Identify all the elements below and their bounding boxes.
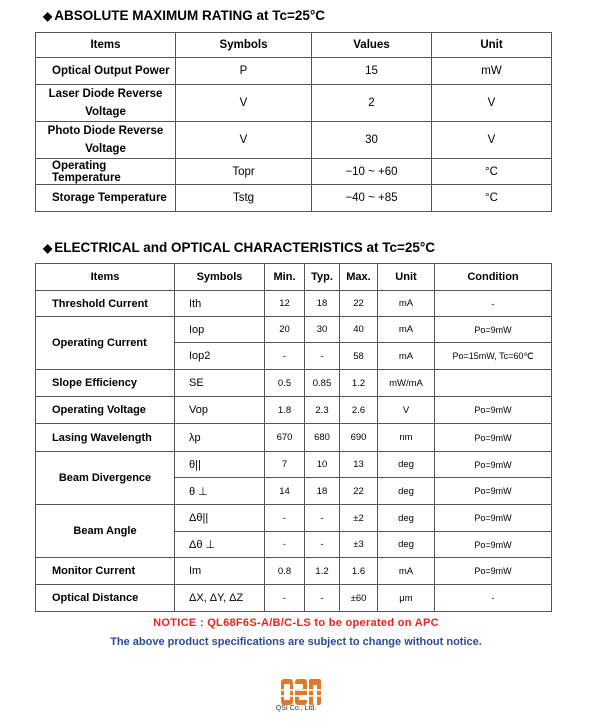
row-item: Operating Temperature	[36, 159, 176, 185]
row-condition: Po=9mW	[435, 478, 552, 505]
row-symbol: P	[176, 58, 312, 85]
row-symbol: SE	[175, 370, 265, 397]
row-unit: V	[432, 122, 552, 159]
row-typ: -	[305, 343, 340, 370]
row-item: Storage Temperature	[36, 185, 176, 212]
row-symbol: Tstg	[176, 185, 312, 212]
header-symbols: Symbols	[175, 264, 265, 291]
row-typ: 18	[305, 478, 340, 505]
row-item: Lasing Wavelength	[36, 424, 175, 452]
row-symbol: Δθ ⊥	[175, 532, 265, 558]
row-condition: Po=15mW, Tc=60℃	[435, 343, 552, 370]
row-symbol: ΔX, ΔY, ΔZ	[175, 585, 265, 612]
row-condition: -	[435, 291, 552, 317]
electrical-optical-table	[35, 263, 552, 612]
table-row	[36, 58, 552, 85]
table-row	[36, 159, 552, 185]
table-row	[36, 397, 552, 424]
row-max: ±60	[340, 585, 378, 612]
table-row	[36, 558, 552, 585]
row-condition: Po=9mW	[435, 532, 552, 558]
row-max: 13	[340, 452, 378, 478]
row-typ: -	[305, 585, 340, 612]
row-min: 0.8	[265, 558, 305, 585]
row-typ: 680	[305, 424, 340, 452]
row-unit: deg	[378, 478, 435, 505]
row-min: 14	[265, 478, 305, 505]
row-min: -	[265, 532, 305, 558]
row-unit: nm	[378, 424, 435, 452]
row-symbol: Im	[175, 558, 265, 585]
row-typ: -	[305, 505, 340, 532]
row-min: 7	[265, 452, 305, 478]
table-row	[36, 291, 552, 317]
row-unit: V	[432, 85, 552, 122]
row-value: 2	[312, 85, 432, 122]
row-condition: Po=9mW	[435, 505, 552, 532]
row-max: ±3	[340, 532, 378, 558]
row-symbol: Δθ||	[175, 505, 265, 532]
row-value: −40 ~ +85	[312, 185, 432, 212]
row-max: ±2	[340, 505, 378, 532]
row-condition: Po=9mW	[435, 558, 552, 585]
table-row	[36, 370, 552, 397]
header-unit: Unit	[432, 33, 552, 58]
row-unit: °C	[432, 185, 552, 212]
row-min: -	[265, 343, 305, 370]
row-symbol: V	[176, 122, 312, 159]
bullet-diamond-icon: ◆	[43, 9, 53, 23]
row-symbol: Ith	[175, 291, 265, 317]
section1-heading	[43, 8, 325, 23]
row-max: 58	[340, 343, 378, 370]
table-row	[36, 85, 552, 122]
row-item: Operating Voltage	[36, 397, 175, 424]
row-item: Beam Angle	[36, 505, 175, 558]
row-min: 20	[265, 317, 305, 343]
row-unit: mW/mA	[378, 370, 435, 397]
row-item: Threshold Current	[36, 291, 175, 317]
row-max: 1.2	[340, 370, 378, 397]
row-typ: 30	[305, 317, 340, 343]
row-condition: Po=9mW	[435, 317, 552, 343]
row-min: 1.8	[265, 397, 305, 424]
row-unit: mA	[378, 343, 435, 370]
row-item: Optical Distance	[36, 585, 175, 612]
row-unit: deg	[378, 452, 435, 478]
row-max: 22	[340, 291, 378, 317]
row-unit: μm	[378, 585, 435, 612]
row-typ: -	[305, 532, 340, 558]
row-max: 2.6	[340, 397, 378, 424]
header-condition: Condition	[435, 264, 552, 291]
header-items: Items	[36, 264, 175, 291]
row-condition	[435, 370, 552, 397]
row-item-line2: Voltage	[85, 106, 126, 118]
row-unit: °C	[432, 159, 552, 185]
notice-apc: NOTICE : QL68F6S-A/B/C-LS to be operated on APC	[153, 617, 439, 629]
table-row	[36, 585, 552, 612]
row-unit: mW	[432, 58, 552, 85]
table-row	[36, 505, 552, 532]
row-unit: mA	[378, 291, 435, 317]
row-unit: mA	[378, 558, 435, 585]
row-typ: 10	[305, 452, 340, 478]
row-item	[36, 122, 176, 159]
row-unit: mA	[378, 317, 435, 343]
row-symbol: Iop2	[175, 343, 265, 370]
row-item: Operating Current	[36, 317, 175, 370]
row-symbol: θ||	[175, 452, 265, 478]
row-typ: 0.85	[305, 370, 340, 397]
header-values: Values	[312, 33, 432, 58]
row-symbol: Topr	[176, 159, 312, 185]
row-max: 690	[340, 424, 378, 452]
row-item: Slope Efficiency	[36, 370, 175, 397]
row-symbol: θ ⊥	[175, 478, 265, 505]
row-item	[36, 85, 176, 122]
row-item: Monitor Current	[36, 558, 175, 585]
section1-title: ABSOLUTE MAXIMUM RATING at Tc=25°C	[54, 8, 326, 23]
table-header-row	[36, 33, 552, 58]
bullet-diamond-icon: ◆	[43, 241, 53, 255]
header-symbols: Symbols	[176, 33, 312, 58]
row-typ: 18	[305, 291, 340, 317]
row-value: 30	[312, 122, 432, 159]
row-condition: -	[435, 585, 552, 612]
row-condition: Po=9mW	[435, 397, 552, 424]
row-symbol: Iop	[175, 317, 265, 343]
row-unit: V	[378, 397, 435, 424]
row-typ: 2.3	[305, 397, 340, 424]
row-max: 22	[340, 478, 378, 505]
header-typ: Typ.	[305, 264, 340, 291]
row-symbol: V	[176, 85, 312, 122]
logo-caption: QSI Co., Ltd.	[275, 705, 317, 712]
row-value: −10 ~ +60	[312, 159, 432, 185]
row-item-line1: Photo Diode Reverse	[47, 125, 164, 137]
row-typ: 1.2	[305, 558, 340, 585]
row-min: -	[265, 585, 305, 612]
row-item: Optical Output Power	[36, 58, 176, 85]
absolute-max-rating-table	[35, 32, 552, 212]
row-min: 670	[265, 424, 305, 452]
row-value: 15	[312, 58, 432, 85]
section2-title: ELECTRICAL and OPTICAL CHARACTERISTICS at Tc=25°C	[54, 240, 436, 255]
row-symbol: Vop	[175, 397, 265, 424]
table-row	[36, 424, 552, 452]
header-unit: Unit	[378, 264, 435, 291]
row-item: Beam Divergence	[36, 452, 175, 505]
row-max: 1.6	[340, 558, 378, 585]
row-condition: Po=9mW	[435, 452, 552, 478]
row-symbol: λp	[175, 424, 265, 452]
section2-heading	[43, 240, 435, 255]
header-items: Items	[36, 33, 176, 58]
row-min: -	[265, 505, 305, 532]
row-max: 40	[340, 317, 378, 343]
header-max: Max.	[340, 264, 378, 291]
table-row	[36, 317, 552, 343]
row-unit: deg	[378, 505, 435, 532]
table-row	[36, 122, 552, 159]
row-min: 0.5	[265, 370, 305, 397]
header-min: Min.	[265, 264, 305, 291]
row-item-line1: Laser Diode Reverse	[48, 88, 163, 100]
table-row	[36, 185, 552, 212]
row-condition: Po=9mW	[435, 424, 552, 452]
row-unit: deg	[378, 532, 435, 558]
row-item-line2: Voltage	[85, 143, 126, 155]
row-min: 12	[265, 291, 305, 317]
table-row	[36, 452, 552, 478]
notice-change: The above product specifications are subject to change without notice.	[110, 636, 482, 648]
table-header-row	[36, 264, 552, 291]
